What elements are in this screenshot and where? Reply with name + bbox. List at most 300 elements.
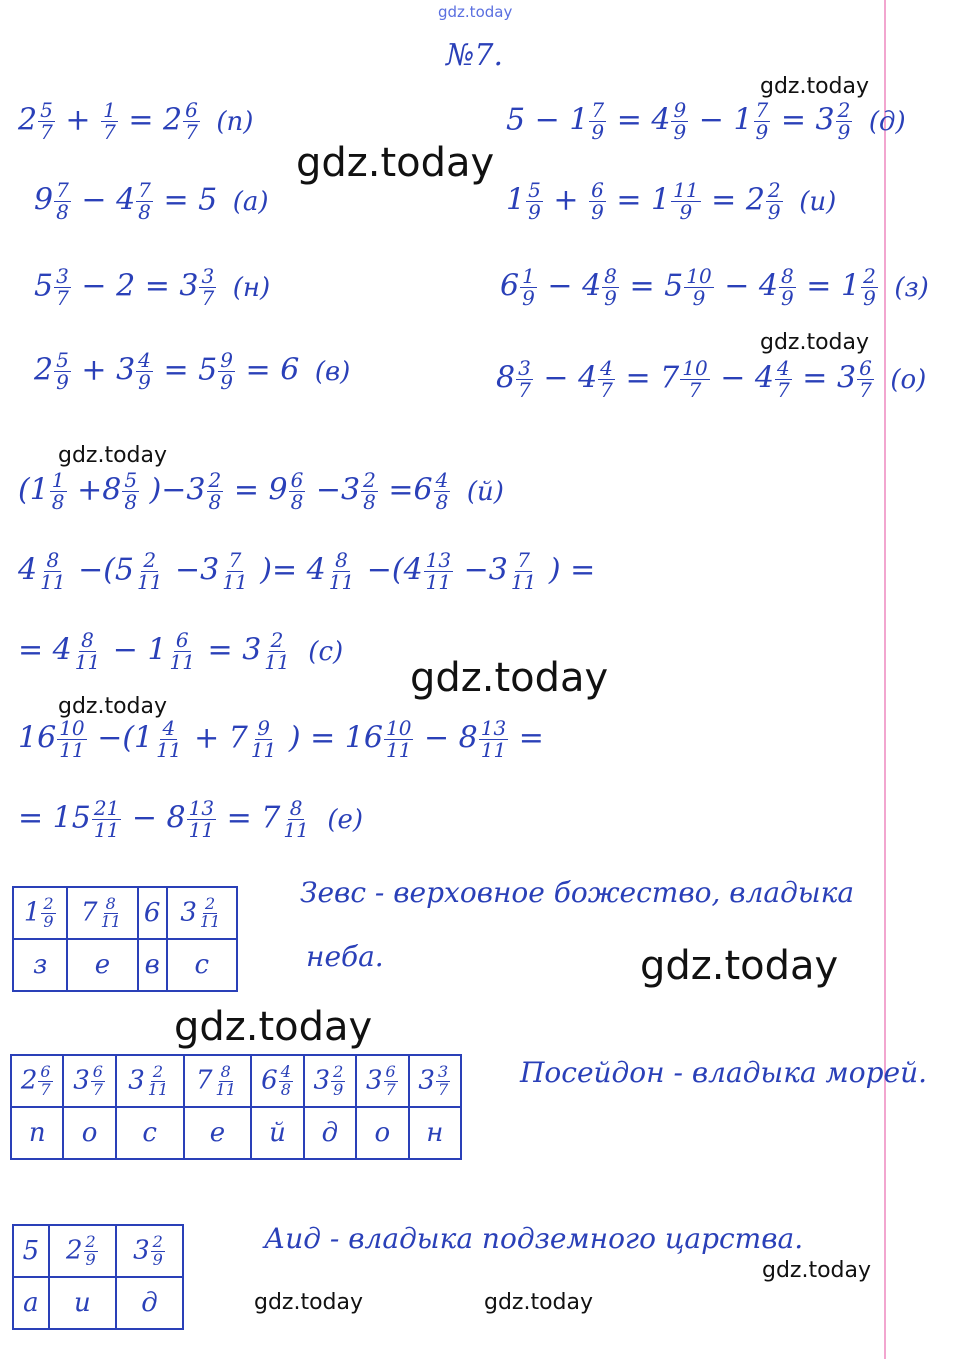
part: −(5: [78, 552, 135, 588]
equals: =: [711, 182, 737, 218]
answer-table-zeus: [12, 886, 238, 992]
denominator: 9: [673, 120, 687, 144]
fraction: [684, 266, 713, 309]
whole: 5: [664, 268, 684, 304]
numerator: 2: [208, 468, 222, 492]
fraction: [122, 470, 139, 513]
denominator: 9: [837, 120, 851, 144]
expression-5: [18, 798, 363, 841]
whole: 2: [65, 1235, 83, 1265]
numerator: 10: [682, 356, 708, 380]
numerator: 2: [363, 468, 376, 492]
expression-3: [18, 630, 343, 673]
table-cell: д: [304, 1107, 356, 1159]
fraction: [775, 358, 792, 401]
letter-tag: (д): [868, 106, 906, 137]
whole: 2: [34, 352, 54, 388]
whole: 4: [754, 360, 774, 396]
denominator: 9: [220, 370, 233, 394]
table-cell: [116, 1225, 183, 1277]
denominator: 11: [215, 1079, 236, 1099]
table-row: [13, 1277, 183, 1329]
part: −3: [315, 472, 361, 508]
fraction: [54, 180, 71, 223]
table-cell: й: [251, 1107, 303, 1159]
part: = 4: [18, 632, 72, 668]
part: = 9: [233, 472, 288, 508]
fraction: [218, 350, 235, 393]
table-cell: [251, 1055, 303, 1107]
fraction: [91, 1061, 105, 1099]
whole: 3: [313, 1065, 331, 1095]
numerator: 10: [385, 716, 412, 740]
denominator: 9: [767, 200, 781, 224]
table-row: [11, 1107, 461, 1159]
numerator: 2: [767, 178, 781, 202]
fraction: [84, 1231, 98, 1269]
operator: −: [724, 268, 750, 304]
denominator: 11: [425, 570, 452, 594]
equals: =: [128, 102, 154, 138]
numerator: 8: [220, 1061, 231, 1081]
fraction: [262, 630, 291, 673]
expression-1: [18, 470, 504, 513]
fraction: [136, 180, 153, 223]
fraction: [99, 893, 123, 931]
whole: 5: [506, 102, 526, 138]
numerator: 10: [59, 716, 85, 740]
fraction: [151, 1231, 165, 1269]
denominator: 9: [43, 911, 54, 931]
numerator: 2: [205, 893, 216, 913]
denominator: 9: [692, 286, 706, 310]
numerator: 6: [40, 1061, 51, 1081]
result: 5: [198, 182, 218, 218]
whole: 1: [23, 897, 41, 927]
numerator: 1: [51, 468, 65, 492]
fraction: [331, 1061, 345, 1099]
whole: 3: [365, 1065, 383, 1095]
operator: −: [543, 360, 569, 396]
denominator: 9: [56, 370, 69, 394]
fraction: [861, 266, 878, 309]
table-cell: [116, 1055, 184, 1107]
denominator: 9: [604, 286, 617, 310]
fraction: [207, 470, 224, 513]
whole: 3: [73, 1065, 90, 1095]
equals: =: [629, 268, 655, 304]
watermark: gdz.today: [174, 1004, 373, 1050]
part: )= 4: [260, 552, 326, 588]
watermark: gdz.today: [640, 943, 839, 989]
whole: 1: [569, 102, 589, 138]
operator: −: [698, 102, 724, 138]
watermark: gdz.today: [438, 3, 513, 21]
table-cell: д: [116, 1277, 183, 1329]
table-row: [13, 1225, 183, 1277]
numerator: 6: [591, 178, 604, 202]
numerator: 8: [335, 548, 348, 572]
table-cell: а: [13, 1277, 49, 1329]
letter-tag: (н): [232, 272, 271, 303]
whole: 2: [163, 102, 183, 138]
numerator: 10: [686, 264, 712, 288]
whole: 6: [143, 898, 161, 928]
operator: +: [65, 102, 91, 138]
equals: =: [616, 102, 642, 138]
denominator: 11: [147, 1079, 169, 1099]
table-cell: [13, 887, 67, 939]
part: −3: [463, 552, 508, 588]
operator: −: [547, 268, 573, 304]
letter-tag: (а): [232, 186, 269, 217]
denominator: 8: [51, 490, 65, 514]
denominator: 11: [283, 818, 309, 842]
equation-right-4: [496, 358, 926, 401]
denominator: 7: [437, 1079, 449, 1099]
fraction: [424, 550, 453, 593]
whole: 6: [261, 1065, 278, 1095]
table-cell: [49, 1225, 116, 1277]
letter-tag: (п): [216, 106, 254, 137]
whole: 1: [733, 102, 753, 138]
exercise-heading: №7.: [446, 38, 504, 73]
numerator: 4: [600, 356, 613, 380]
part: +8: [77, 472, 122, 508]
part: −(1: [97, 720, 154, 756]
part: 4: [18, 552, 38, 588]
fraction: [479, 718, 508, 761]
fraction: [384, 1061, 398, 1099]
numerator: 21: [93, 796, 120, 820]
denominator: 8: [280, 1079, 291, 1099]
fraction: [220, 550, 249, 593]
fraction: [73, 630, 102, 673]
whole: 2: [20, 1065, 38, 1095]
whole: 7: [81, 897, 98, 927]
denominator: 11: [137, 570, 163, 594]
letter-tag: (о): [890, 364, 927, 395]
denominator: 9: [863, 286, 876, 310]
denominator: 7: [688, 378, 702, 402]
fraction: [146, 1061, 170, 1099]
whole: 3: [418, 1065, 435, 1095]
numerator: 6: [859, 356, 872, 380]
fraction: [54, 266, 71, 309]
numerator: 8: [781, 264, 794, 288]
part: −3: [175, 552, 220, 588]
table-cell: с: [167, 939, 237, 991]
numerator: 5: [56, 348, 69, 372]
whole: 5: [22, 1236, 40, 1266]
expression-4: [18, 718, 544, 761]
table-cell: с: [116, 1107, 184, 1159]
part: =6: [388, 472, 433, 508]
denominator: 11: [40, 570, 66, 594]
equals: =: [144, 268, 170, 304]
fraction: [598, 358, 615, 401]
fraction: [754, 100, 771, 143]
fraction: [279, 1061, 293, 1099]
table-cell: [63, 1055, 115, 1107]
fraction: [38, 100, 55, 143]
denominator: 9: [152, 1249, 163, 1269]
numerator: 8: [105, 893, 116, 913]
whole: 4: [758, 268, 778, 304]
result: 6: [280, 352, 300, 388]
equals: =: [163, 352, 189, 388]
fraction: [509, 550, 538, 593]
part: (1: [18, 472, 49, 508]
fraction: [101, 100, 118, 143]
table-row: [13, 887, 237, 939]
denominator: 9: [591, 200, 604, 224]
fraction: [836, 100, 853, 143]
table-cell: п: [11, 1107, 63, 1159]
fraction: [249, 718, 278, 761]
numerator: 2: [863, 264, 876, 288]
numerator: 8: [46, 548, 60, 572]
whole: 3: [179, 268, 199, 304]
whole: 2: [745, 182, 765, 218]
letter-tag: (е): [327, 804, 364, 835]
equals: =: [245, 352, 271, 388]
watermark: gdz.today: [760, 330, 870, 355]
denominator: 7: [777, 378, 790, 402]
denominator: 7: [518, 378, 531, 402]
part: −(4: [366, 552, 423, 588]
table-cell: е: [67, 939, 137, 991]
denominator: 7: [40, 120, 53, 144]
denominator: 7: [92, 1079, 103, 1099]
denominator: 9: [781, 286, 794, 310]
whole: 2: [116, 268, 136, 304]
fraction: [384, 718, 413, 761]
numerator: 6: [92, 1061, 103, 1081]
denominator: 11: [510, 570, 537, 594]
letter-tag: (в): [314, 356, 351, 387]
equation-right-3: [500, 266, 929, 309]
watermark: gdz.today: [296, 140, 495, 186]
watermark: gdz.today: [58, 694, 168, 719]
denominator: 9: [591, 120, 605, 144]
note-poseidon: Посейдон - владыка морей.: [520, 1056, 928, 1089]
watermark: gdz.today: [254, 1290, 364, 1315]
operator: −: [720, 360, 746, 396]
fraction: [520, 266, 537, 309]
equals: =: [625, 360, 651, 396]
numerator: 3: [56, 264, 69, 288]
denominator: 11: [264, 650, 290, 674]
denominator: 9: [333, 1079, 344, 1099]
letter-tag: (з): [894, 272, 929, 303]
numerator: 4: [138, 348, 151, 372]
fraction: [50, 470, 67, 513]
numerator: 4: [435, 468, 449, 492]
numerator: 13: [480, 716, 507, 740]
numerator: 3: [201, 264, 215, 288]
numerator: 6: [290, 468, 304, 492]
fraction: [183, 100, 200, 143]
denominator: 11: [328, 570, 355, 594]
numerator: 7: [591, 98, 605, 122]
denominator: 9: [528, 200, 541, 224]
denominator: 7: [859, 378, 872, 402]
fraction: [187, 798, 216, 841]
denominator: 8: [363, 490, 376, 514]
part: =: [518, 720, 544, 756]
denominator: 8: [56, 200, 69, 224]
equation-right-2: [506, 180, 836, 223]
numerator: 2: [152, 1231, 163, 1251]
operator: +: [81, 352, 107, 388]
denominator: 8: [124, 490, 138, 514]
part: 16: [18, 720, 57, 756]
table-cell: е: [184, 1107, 252, 1159]
numerator: 8: [289, 796, 303, 820]
table-cell: [167, 887, 237, 939]
table-cell: [184, 1055, 252, 1107]
denominator: 8: [138, 200, 151, 224]
fraction: [92, 798, 121, 841]
denominator: 11: [74, 650, 101, 674]
watermark: gdz.today: [58, 443, 168, 468]
numerator: 2: [85, 1231, 96, 1251]
operator: −: [534, 102, 560, 138]
equals: =: [163, 182, 189, 218]
denominator: 7: [185, 120, 198, 144]
denominator: 7: [385, 1079, 396, 1099]
numerator: 9: [220, 348, 233, 372]
numerator: 7: [517, 548, 530, 572]
table-cell: [67, 887, 137, 939]
table-cell: [11, 1055, 63, 1107]
fraction: [199, 266, 216, 309]
numerator: 6: [175, 628, 189, 652]
fraction: [671, 100, 688, 143]
table-cell: [13, 1225, 49, 1277]
fraction: [766, 180, 783, 223]
whole: 4: [651, 102, 671, 138]
numerator: 2: [143, 548, 157, 572]
table-cell: [356, 1055, 408, 1107]
fraction: [154, 718, 183, 761]
numerator: 7: [138, 178, 151, 202]
denominator: 8: [208, 490, 222, 514]
denominator: 8: [290, 490, 304, 514]
denominator: 11: [199, 911, 221, 931]
table-row: [13, 939, 237, 991]
table-cell: и: [49, 1277, 116, 1329]
letter-tag: (с): [308, 636, 344, 667]
numerator: 7: [228, 548, 242, 572]
denominator: 11: [169, 650, 195, 674]
whole: 3: [180, 897, 197, 927]
operator: −: [81, 182, 107, 218]
numerator: 5: [528, 178, 541, 202]
numerator: 9: [257, 716, 270, 740]
expression-2: [18, 550, 595, 593]
note-hades: Аид - владыка подземного царства.: [264, 1222, 804, 1255]
numerator: 13: [425, 548, 452, 572]
whole: 5: [198, 352, 218, 388]
fraction: [38, 1061, 52, 1099]
fraction: [680, 358, 709, 401]
denominator: 11: [93, 818, 120, 842]
denominator: 9: [522, 286, 535, 310]
numerator: 6: [385, 1061, 396, 1081]
part: = 15: [18, 800, 91, 836]
whole: 1: [651, 182, 671, 218]
whole: 8: [496, 360, 516, 396]
fraction: [327, 550, 356, 593]
denominator: 11: [100, 911, 121, 931]
fraction: [214, 1061, 238, 1099]
fraction: [589, 100, 606, 143]
fraction: [198, 893, 222, 931]
denominator: 11: [480, 738, 507, 762]
watermark: gdz.today: [484, 1290, 594, 1315]
numerator: 2: [43, 893, 54, 913]
denominator: 7: [201, 286, 215, 310]
part: − 8: [131, 800, 186, 836]
equation-left-2: [34, 180, 269, 223]
numerator: 1: [522, 264, 535, 288]
letter-tag: (и): [799, 186, 837, 217]
equals: =: [806, 268, 832, 304]
table-row: [11, 1055, 461, 1107]
denominator: 8: [435, 490, 449, 514]
equals: =: [616, 182, 642, 218]
equation-left-1: [18, 100, 253, 143]
watermark: gdz.today: [410, 655, 609, 701]
numerator: 1: [103, 98, 116, 122]
note-zeus-line2: неба.: [306, 940, 384, 973]
whole: 4: [116, 182, 136, 218]
numerator: 11: [673, 178, 699, 202]
denominator: 11: [385, 738, 412, 762]
whole: 4: [578, 360, 598, 396]
numerator: 5: [40, 98, 53, 122]
fraction: [281, 798, 310, 841]
whole: 1: [840, 268, 861, 304]
fraction: [57, 718, 86, 761]
operator: +: [553, 182, 579, 218]
part: − 1: [112, 632, 167, 668]
numerator: 2: [837, 98, 851, 122]
denominator: 11: [156, 738, 182, 762]
fraction: [361, 470, 378, 513]
numerator: 13: [188, 796, 215, 820]
table-cell: [138, 887, 167, 939]
denominator: 9: [138, 370, 151, 394]
fraction: [168, 630, 197, 673]
denominator: 11: [250, 738, 277, 762]
fraction: [671, 180, 700, 223]
fraction: [434, 470, 451, 513]
fraction: [38, 550, 67, 593]
denominator: 7: [600, 378, 613, 402]
numerator: 8: [81, 628, 94, 652]
denominator: 7: [103, 120, 116, 144]
fraction: [136, 350, 153, 393]
denominator: 9: [679, 200, 693, 224]
numerator: 7: [56, 178, 69, 202]
answer-table-hades: [12, 1224, 184, 1330]
whole: 4: [582, 268, 602, 304]
whole: 7: [195, 1065, 213, 1095]
whole: 2: [18, 102, 38, 138]
